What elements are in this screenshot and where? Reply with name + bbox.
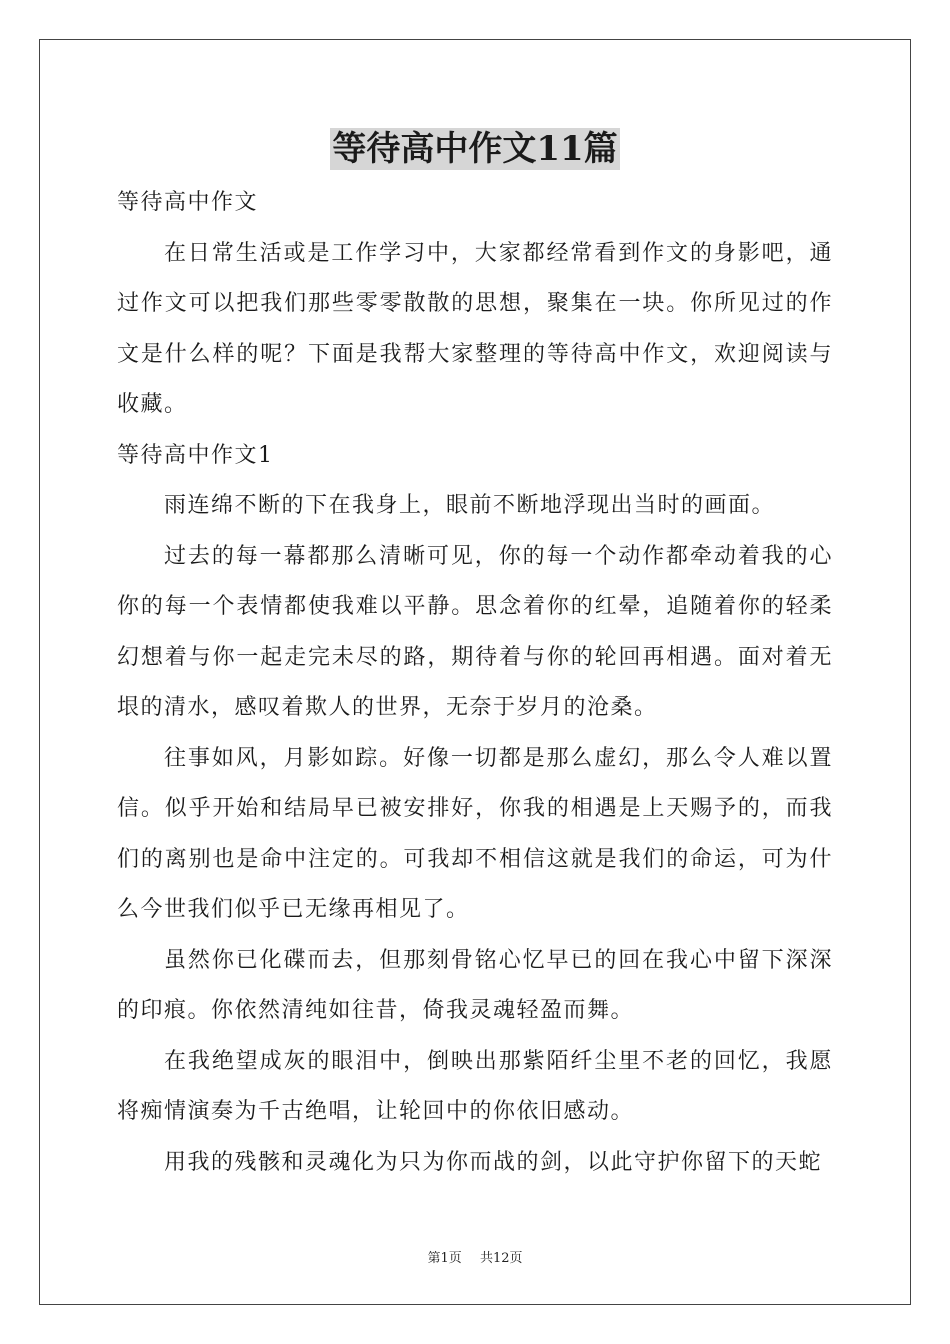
body-paragraph: 过去的每一幕都那么清晰可见，你的每一个动作都牵动着我的心你的每一个表情都使我难以平静。思念着你的红晕，追随着你的轻柔幻想着与你一起走完未尽的路，期待着与你的轮回再相遇。面对着无垠的清水，感叹着欺人的世界，无奈于岁月的沧桑。	[117, 543, 833, 720]
subtitle: 等待高中作文	[117, 190, 259, 215]
page-number: 第1页	[427, 1251, 462, 1266]
document-body	[117, 178, 833, 1188]
title-container	[0, 128, 950, 170]
intro-paragraph: 在日常生活或是工作学习中，大家都经常看到作文的身影吧，通过作文可以把我们那些零零散散的思想，聚集在一块。你所见过的作文是什么样的呢？下面是我帮大家整理的等待高中作文，欢迎阅读与收藏。	[117, 240, 833, 417]
section-heading: 等待高中作文1	[117, 442, 274, 468]
document-title: 等待高中作文11篇	[332, 129, 618, 169]
body-paragraph: 用我的残骸和灵魂化为只为你而战的剑，以此守护你留下的天蛇	[164, 1149, 823, 1175]
page-total: 共12页	[479, 1251, 523, 1266]
body-paragraph: 在我绝望成灰的眼泪中，倒映出那紫陌纤尘里不老的回忆，我愿将痴情演奏为千古绝唱，让轮回中的你依旧感动。	[117, 1048, 833, 1124]
body-paragraph: 往事如风，月影如踪。好像一切都是那么虚幻，那么令人难以置信。似乎开始和结局早已被安排好，你我的相遇是上天赐予的，而我们的离别也是命中注定的。可我却不相信这就是我们的命运，可为什么今世我们似乎已无缘再相见了。	[117, 745, 833, 922]
body-paragraph: 雨连绵不断的下在我身上，眼前不断地浮现出当时的画面。	[164, 493, 776, 518]
body-paragraph: 虽然你已化碟而去，但那刻骨铭心忆早已的回在我心中留下深深的印痕。你依然清纯如往昔，倚我灵魂轻盈而舞。	[117, 947, 833, 1023]
page-footer	[0, 1247, 950, 1266]
